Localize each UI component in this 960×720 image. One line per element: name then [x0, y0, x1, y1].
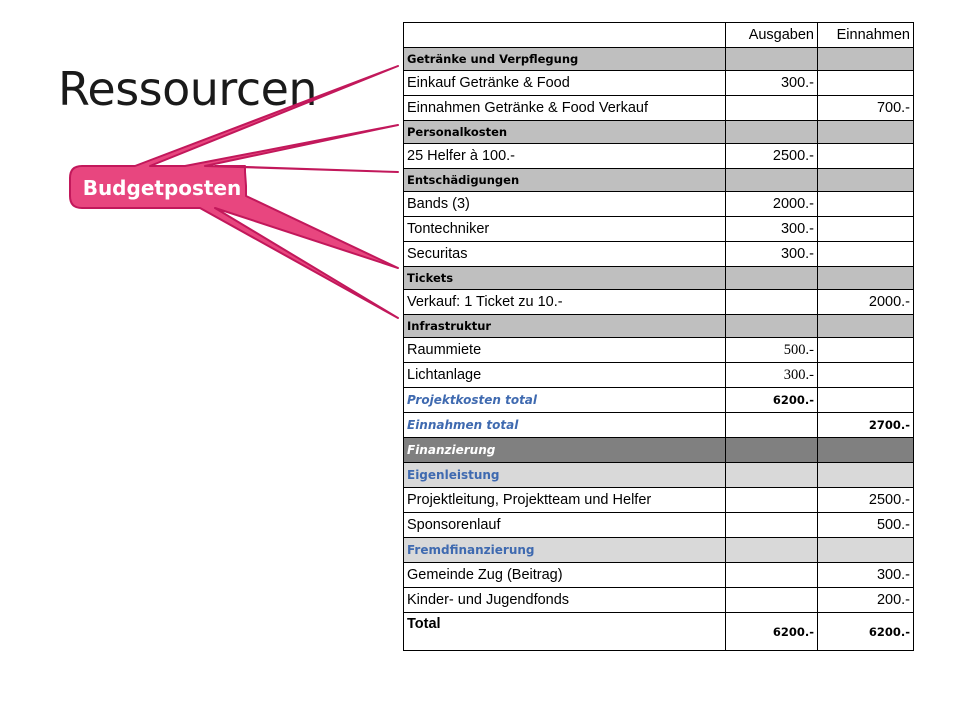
ausgaben-cell: 2500.-: [726, 144, 818, 169]
table-row: [404, 338, 914, 363]
ausgaben-cell: [726, 463, 818, 488]
ausgaben-cell: [726, 96, 818, 121]
ausgaben-cell: 500.-: [726, 338, 818, 363]
row-label: Projektleitung, Projektteam und Helfer: [404, 488, 726, 513]
einnahmen-cell: [818, 267, 914, 290]
row-label: Gemeinde Zug (Beitrag): [404, 563, 726, 588]
table-section-row: [404, 267, 914, 290]
table-section-row: [404, 121, 914, 144]
einnahmen-cell: 700.-: [818, 96, 914, 121]
ausgaben-cell: [726, 48, 818, 71]
row-label: Bands (3): [404, 192, 726, 217]
table-total-row: [404, 388, 914, 413]
table-row: [404, 71, 914, 96]
einnahmen-cell: [818, 217, 914, 242]
einnahmen-cell: [818, 48, 914, 71]
einnahmen-cell: [818, 192, 914, 217]
einnahmen-cell: [818, 363, 914, 388]
einnahmen-cell: [818, 144, 914, 169]
row-label: Projektkosten total: [404, 388, 726, 413]
ausgaben-cell: 2000.-: [726, 192, 818, 217]
header-label-cell: [404, 23, 726, 48]
table-section-row: [404, 315, 914, 338]
ausgaben-cell: 300.-: [726, 242, 818, 267]
slide-title: Ressourcen: [58, 62, 318, 116]
header-einnahmen: Einnahmen: [818, 23, 914, 48]
table-row: [404, 144, 914, 169]
header-ausgaben: Ausgaben: [726, 23, 818, 48]
ausgaben-cell: [726, 413, 818, 438]
einnahmen-cell: [818, 538, 914, 563]
table-total-row: [404, 413, 914, 438]
table-grand-row: [404, 613, 914, 651]
table-row: [404, 242, 914, 267]
table-row: [404, 217, 914, 242]
ausgaben-cell: [726, 267, 818, 290]
row-label: Einnahmen total: [404, 413, 726, 438]
table-row: [404, 96, 914, 121]
row-label: Eigenleistung: [404, 463, 726, 488]
table-row: [404, 488, 914, 513]
table-blue-sec-row: [404, 538, 914, 563]
table-row: [404, 192, 914, 217]
ausgaben-cell: 6200.-: [726, 388, 818, 413]
ausgaben-cell: [726, 121, 818, 144]
einnahmen-cell: [818, 315, 914, 338]
row-label: 25 Helfer à 100.-: [404, 144, 726, 169]
ausgaben-cell: [726, 488, 818, 513]
table-row: [404, 363, 914, 388]
ausgaben-cell: [726, 563, 818, 588]
einnahmen-cell: [818, 338, 914, 363]
einnahmen-cell: [818, 388, 914, 413]
row-label: Getränke und Verpflegung: [404, 48, 726, 71]
einnahmen-cell: [818, 71, 914, 96]
ausgaben-cell: 6200.-: [726, 613, 818, 651]
budgetposten-label: Budgetposten: [82, 176, 242, 200]
row-label: Entschädigungen: [404, 169, 726, 192]
row-label: Kinder- und Jugendfonds: [404, 588, 726, 613]
einnahmen-cell: [818, 121, 914, 144]
table-row: [404, 588, 914, 613]
row-label: Fremdfinanzierung: [404, 538, 726, 563]
einnahmen-cell: [818, 169, 914, 192]
table-row: [404, 513, 914, 538]
table-section-row: [404, 48, 914, 71]
einnahmen-cell: 2000.-: [818, 290, 914, 315]
ausgaben-cell: [726, 513, 818, 538]
einnahmen-cell: 200.-: [818, 588, 914, 613]
table-header-row: [404, 23, 914, 48]
row-label: Einnahmen Getränke & Food Verkauf: [404, 96, 726, 121]
table-row: [404, 563, 914, 588]
table-blue-sec-row: [404, 463, 914, 488]
row-label: Personalkosten: [404, 121, 726, 144]
einnahmen-cell: [818, 242, 914, 267]
row-label: Raummiete: [404, 338, 726, 363]
row-label: Tontechniker: [404, 217, 726, 242]
row-label: Infrastruktur: [404, 315, 726, 338]
ausgaben-cell: [726, 290, 818, 315]
row-label: Lichtanlage: [404, 363, 726, 388]
ausgaben-cell: [726, 438, 818, 463]
ausgaben-cell: [726, 169, 818, 192]
einnahmen-cell: 6200.-: [818, 613, 914, 651]
table-dark-row: [404, 438, 914, 463]
row-label: Tickets: [404, 267, 726, 290]
einnahmen-cell: 2500.-: [818, 488, 914, 513]
ausgaben-cell: [726, 538, 818, 563]
einnahmen-cell: 500.-: [818, 513, 914, 538]
row-label: Finanzierung: [404, 438, 726, 463]
einnahmen-cell: [818, 463, 914, 488]
ausgaben-cell: [726, 588, 818, 613]
einnahmen-cell: 300.-: [818, 563, 914, 588]
einnahmen-cell: [818, 438, 914, 463]
ausgaben-cell: 300.-: [726, 363, 818, 388]
table-row: [404, 290, 914, 315]
row-label: Sponsorenlauf: [404, 513, 726, 538]
row-label: Einkauf Getränke & Food: [404, 71, 726, 96]
row-label: Verkauf: 1 Ticket zu 10.-: [404, 290, 726, 315]
ausgaben-cell: [726, 315, 818, 338]
row-label: Total: [404, 613, 726, 651]
budget-table: [403, 22, 914, 651]
ausgaben-cell: 300.-: [726, 217, 818, 242]
table-section-row: [404, 169, 914, 192]
einnahmen-cell: 2700.-: [818, 413, 914, 438]
row-label: Securitas: [404, 242, 726, 267]
ausgaben-cell: 300.-: [726, 71, 818, 96]
